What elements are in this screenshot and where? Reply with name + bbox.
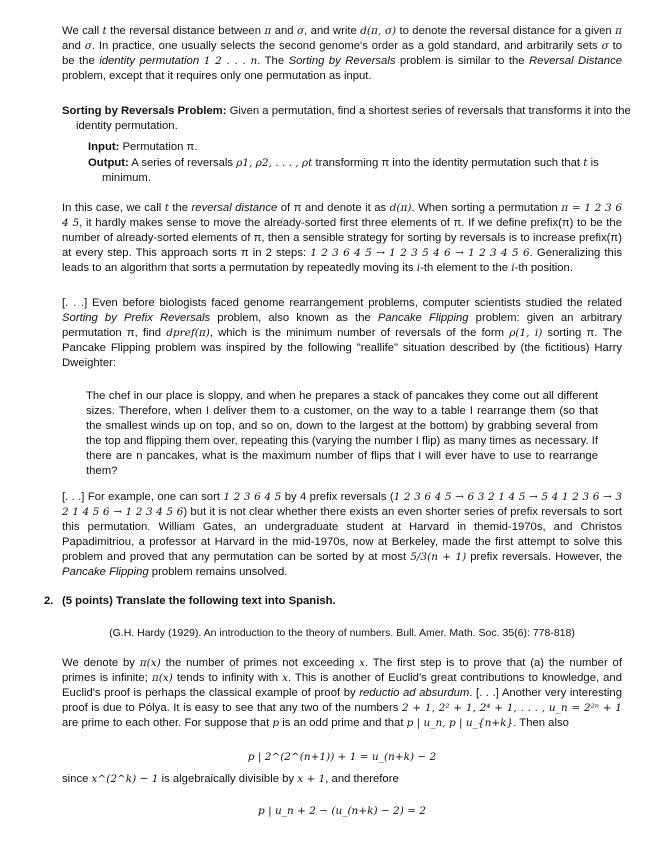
text: We call: [62, 25, 103, 37]
math: π: [264, 25, 272, 37]
quote-harry-dweighter: The chef in our place is sloppy, and when he prepares a stack of pancakes they come out all different sizes. Therefore, when I deliver them to a customer, on the way to a table I rearrange them (so that the smallest winds up on top, and so on, down to the largest at the bottom) by grabbing several from the top and flipping them over, repeating this (varying the number I flip) as many times as necessary. If there are n pancakes, what is the maximum number of flips that I will ever have to use to rearrange them?: [86, 390, 598, 477]
text: ) but it is not clear whether there exists an even shorter series of prefix reversals to sort this permutation. William Gates, an undergraduate student at Harvard in themid-1970s, and Christos Papadimitriou, a professor at Harvard in the mid-1970s, now at Berkeley, made the first attempt to solve this problem and proved that any permutation can be sorted by at most: [62, 506, 622, 563]
paragraph-pancake-intro: [62, 296, 622, 371]
math: π(x): [139, 657, 161, 669]
text: . Then also: [513, 717, 569, 729]
math: t: [102, 25, 107, 37]
text: . In practice, one usually selects the second genome's order as a gold standard, and arbitrarily sets: [91, 40, 602, 52]
equation-2: p | u_n + 2 − (u_(n+k) − 2) = 2: [258, 805, 426, 817]
text: tends to infinity with: [172, 672, 283, 684]
math: x: [359, 657, 365, 669]
paragraph-reversal-distance: [62, 24, 622, 84]
math: x^(2^k) − 1: [91, 773, 159, 785]
math: ρ1, ρ2, . . . , ρt: [236, 157, 313, 169]
emph: Reversal Distance: [529, 55, 623, 67]
emph: Sorting by Prefix Reversals: [62, 312, 211, 324]
math: 1 2 3 6 4 5: [223, 491, 282, 503]
math: p: [272, 717, 280, 729]
text: . When sorting a permutation: [411, 202, 562, 214]
text: , and therefore: [325, 773, 399, 785]
math: d(π): [389, 202, 412, 214]
text: to be the: [62, 40, 623, 67]
math: dpref(π): [166, 327, 210, 339]
text: and: [62, 40, 85, 52]
problem-description: Given a permutation, find a shortest series of reversals that transforms it into the identity permutation.: [76, 105, 631, 132]
text: A series of reversals: [128, 157, 237, 169]
math: π: [615, 25, 622, 37]
text: , which is the minimum number of reversals of the form: [209, 327, 510, 339]
math: 1 2 3 6 4 5 → 1 2 3 5 4 6 → 1 2 3 4 5 6: [310, 247, 530, 259]
math: x: [282, 672, 288, 684]
math: 2 + 1, 2² + 1, 2⁴ + 1, . . . , u_n = 2²ⁿ + 1: [401, 702, 622, 714]
text: the reversal distance between: [106, 25, 265, 37]
text: prefix reversals. However, the: [466, 551, 622, 563]
text: -th position.: [514, 262, 573, 274]
text: . The first step is to prove that (a) the number of primes is infinite;: [62, 657, 622, 684]
math: t: [583, 157, 588, 169]
input-text: Permutation π.: [119, 141, 198, 153]
text: is an odd prime and that: [279, 717, 407, 729]
problem-statement: [62, 104, 636, 134]
emph: reversal distance: [191, 202, 278, 214]
text: the number of primes not exceeding: [160, 657, 360, 669]
math: ρ(1, i): [509, 327, 543, 339]
paragraph-primes: [62, 656, 622, 731]
math: 1 2 3 6 4 5 → 6 3 2 1 4 5 → 5 4 1 2 3 6 → 3 2 1 4 5 6 → 1 2 3 4 5 6: [62, 491, 623, 518]
math: x + 1: [297, 773, 326, 785]
text: problem: given an arbitrary permutation π, find: [62, 312, 622, 339]
emph: reductio ad absurdum: [359, 687, 470, 699]
math: 1 2 . . . n: [199, 55, 258, 67]
problem-title: Sorting by Reversals Problem:: [62, 105, 227, 117]
text: problem is similar to the: [395, 55, 530, 67]
text: sorting π. The Pancake Flipping problem was inspired by the following "reallife" situation described by (the fictitious) Harry Dweighter:: [62, 327, 622, 369]
input-label: Input:: [88, 141, 120, 153]
text: problem, except that it requires only one permutation as input.: [62, 70, 372, 82]
problem-input: [88, 140, 622, 155]
citation: (G.H. Hardy (1929). An introduction to the theory of numbers. Bull. Amer. Math. Soc. 35(6): 778-818): [109, 627, 575, 639]
text: problem remains unsolved.: [148, 566, 288, 578]
text: . This is another of Euclid's great contributions to knowledge, and Euclid's proof is perhaps the classical example of proof by: [62, 672, 622, 699]
emph: Pancake Flipping: [377, 312, 469, 324]
text: . The: [257, 55, 289, 67]
problem-output: [88, 156, 636, 186]
math: t: [164, 202, 169, 214]
text: transforming π into the identity permutation such that: [312, 157, 584, 169]
text: [. . .] For example, one can sort: [62, 491, 224, 503]
emph: Pancake Flipping: [62, 566, 149, 578]
text: problem, also known as the: [210, 312, 378, 324]
math: σ: [601, 40, 609, 52]
emph: identity permutation: [99, 55, 200, 67]
math: i: [511, 262, 515, 274]
text: -th element to the: [420, 262, 512, 274]
text: the: [168, 202, 192, 214]
text: . Generalizing this leads to an algorithm that sorts a permutation by repeatedly moving its: [62, 247, 623, 274]
math: p | u_n, p | u_{n+k}: [406, 717, 514, 729]
math: σ: [84, 40, 92, 52]
text: In this case, we call: [62, 202, 165, 214]
text: We denote by: [62, 657, 140, 669]
math: 5/3(n + 1): [410, 551, 467, 563]
text: to denote the reversal distance for a given: [396, 25, 616, 37]
math: σ: [296, 25, 305, 37]
paragraph-since: [62, 772, 622, 787]
question-number: 2.: [44, 595, 54, 607]
equation-1: p | 2^(2^(n+1)) + 1 = u_(n+k) − 2: [247, 751, 437, 763]
output-label: Output:: [88, 157, 129, 169]
text: since: [62, 773, 92, 785]
math: π = 1 2 3 6 4 5: [62, 202, 622, 229]
text: is algebraically divisible by: [158, 773, 298, 785]
math: π(x): [151, 672, 173, 684]
math: i: [416, 262, 421, 274]
math: d(π, σ): [360, 25, 397, 37]
text: of π and denote it as: [277, 202, 390, 214]
text: and: [271, 25, 297, 37]
paragraph-prefix-strategy: [62, 201, 622, 276]
paragraph-gates-papadimitriou: [62, 490, 622, 580]
text: [. . .] Even before biologists faced genome rearrangement problems, computer scientists studied the related: [62, 297, 622, 309]
text: are prime to each other. For suppose that: [62, 717, 273, 729]
question-2-title: (5 points) Translate the following text into Spanish.: [62, 595, 336, 607]
text: by 4 prefix reversals (: [281, 491, 394, 503]
text: is minimum.: [102, 157, 599, 184]
text: , it hardly makes sense to move the already-sorted first three elements of π. If we define prefix(π) to be the number of already-sorted elements of π, then a sensible strategy for sorting by reversals is to increase prefix(π) at every step. This approach sorts π in 2 steps:: [62, 217, 623, 259]
emph: Sorting by Reversals: [288, 55, 396, 67]
text: . [. . .] Another very interesting proof is due to Pólya. It is easy to see that any two of the numbers: [62, 687, 622, 714]
text: , and write: [304, 25, 361, 37]
